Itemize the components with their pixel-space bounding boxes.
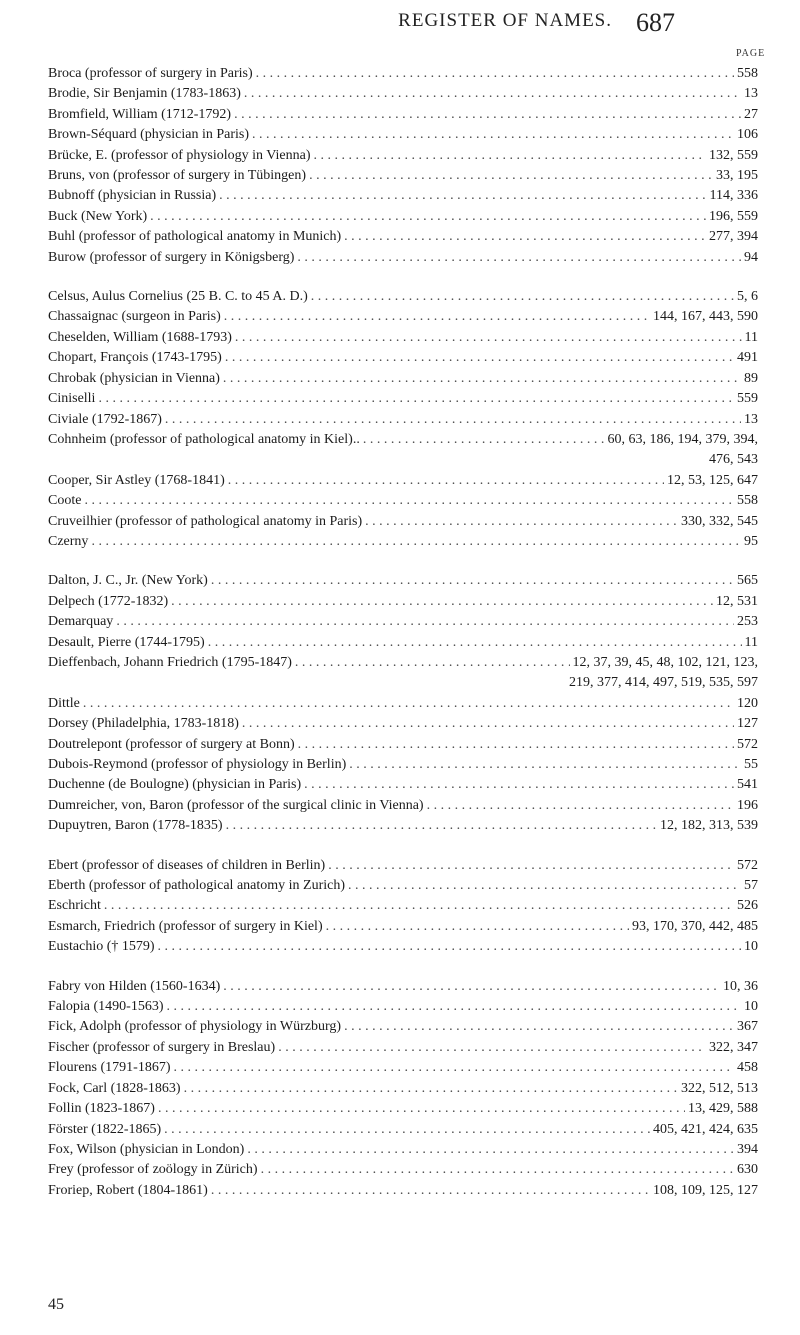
index-entry (48, 1017, 758, 1037)
index-entry (48, 512, 758, 532)
dot-leader (165, 410, 741, 430)
entry-pages: 11 (744, 329, 758, 345)
entry-name: Froriep, Robert (1804-1861) (48, 1182, 208, 1198)
dot-leader (98, 389, 734, 409)
entry-line (48, 166, 758, 186)
entry-name: Buhl (professor of pathological anatomy in Munich) (48, 229, 342, 245)
entry-line (48, 84, 758, 104)
entry-name: Brown-Séquard (physician in Paris) (48, 127, 250, 143)
entry-line (48, 571, 758, 591)
dot-leader (365, 512, 678, 532)
index-entry (48, 1038, 758, 1058)
index-entry (48, 1160, 758, 1180)
running-title: REGISTER OF NAMES. (398, 10, 612, 31)
index-entry (48, 653, 758, 694)
dot-leader (328, 856, 734, 876)
entry-name: Dieffenbach, Johann Friedrich (1795-1847) (48, 654, 292, 670)
dot-leader (158, 1099, 685, 1119)
entry-line (48, 592, 758, 612)
index-entry (48, 84, 758, 104)
entry-pages: 12, 53, 125, 647 (667, 472, 758, 488)
index-entry (48, 532, 758, 552)
entry-line (48, 714, 758, 734)
entry-line (48, 146, 758, 166)
index-entry (48, 1058, 758, 1078)
entry-pages: 93, 170, 370, 442, 485 (632, 918, 758, 934)
dot-leader (234, 105, 741, 125)
entry-line (48, 796, 758, 816)
entry-name: Dumreicher, von, Baron (professor of the surgical clinic in Vienna) (48, 797, 424, 813)
dot-leader (184, 1079, 678, 1099)
index-entry (48, 207, 758, 227)
entry-line (48, 532, 758, 552)
entry-pages: 196 (737, 797, 758, 813)
index-entry (48, 917, 758, 937)
entry-pages: 322, 347 (709, 1039, 758, 1055)
entry-line (48, 1017, 758, 1037)
entry-pages: 196, 559 (709, 208, 758, 224)
dot-leader (150, 207, 706, 227)
entry-name: Eschricht (48, 898, 101, 914)
entry-pages: 108, 109, 125, 127 (653, 1182, 758, 1198)
index-entry (48, 1120, 758, 1140)
index-section (48, 287, 758, 552)
entry-line (48, 1181, 758, 1201)
entry-pages: 11 (744, 634, 758, 650)
dot-leader (104, 896, 734, 916)
entry-pages: 10 (744, 939, 758, 955)
index-entry (48, 592, 758, 612)
entry-name: Delpech (1772-1832) (48, 593, 169, 609)
entry-name: Dubois-Reymond (professor of physiology in Berlin) (48, 757, 347, 772)
entry-name: Buck (New York) (48, 208, 148, 224)
entry-pages: 12, 37, 39, 45, 48, 102, 121, 123, (572, 654, 758, 670)
entry-line (48, 491, 758, 511)
entry-line (48, 430, 758, 450)
entry-name: Fock, Carl (1828-1863) (48, 1080, 181, 1096)
index-entry (48, 125, 758, 145)
entry-pages: 541 (737, 777, 758, 793)
entry-name: Frey (professor of zoölogy in Zürich) (48, 1162, 258, 1178)
entry-name: Dalton, J. C., Jr. (New York) (48, 573, 208, 589)
dot-leader (247, 1140, 734, 1160)
dot-leader (224, 307, 650, 327)
entry-name: Ciniselli (48, 391, 96, 407)
entry-line (48, 1079, 758, 1099)
name-index (48, 64, 758, 1220)
entry-name: Burow (professor of surgery in Königsberg) (48, 249, 295, 265)
entry-line (48, 997, 758, 1017)
index-entry (48, 105, 758, 125)
index-entry (48, 348, 758, 368)
index-entry (48, 471, 758, 491)
index-entry (48, 735, 758, 755)
entry-line (48, 1120, 758, 1140)
entry-pages: 565 (737, 573, 758, 589)
entry-name: Esmarch, Friedrich (professor of surgery in Kiel) (48, 918, 323, 934)
index-section (48, 856, 758, 958)
entry-name: Falopia (1490-1563) (48, 999, 164, 1015)
index-entry (48, 937, 758, 957)
dot-leader (166, 997, 741, 1017)
entry-line (48, 64, 758, 84)
index-entry (48, 389, 758, 409)
index-entry (48, 612, 758, 632)
entry-name: Förster (1822-1865) (48, 1121, 162, 1137)
entry-line (48, 389, 758, 409)
entry-line (48, 207, 758, 227)
entry-line (48, 775, 758, 795)
dot-leader (84, 491, 734, 511)
dot-leader (158, 937, 741, 957)
entry-pages: 330, 332, 545 (681, 513, 758, 529)
entry-name: Fabry von Hilden (1560-1634) (48, 978, 221, 994)
entry-name: Ebert (professor of diseases of children in Berlin) (48, 857, 326, 873)
entry-line (48, 471, 758, 491)
entry-line (48, 248, 758, 268)
dot-leader (208, 633, 742, 653)
entry-name: Chassaignac (surgeon in Paris) (48, 309, 221, 325)
entry-name: Eustachio († 1579) (48, 939, 155, 955)
entry-line (48, 512, 758, 532)
entry-line (48, 694, 758, 714)
page-column-label: PAGE (736, 48, 766, 59)
entry-pages: 10, 36 (723, 978, 758, 994)
dot-leader (349, 755, 741, 775)
entry-pages: 12, 531 (716, 593, 758, 609)
entry-line (48, 186, 758, 206)
entry-name: Demarquay (48, 614, 114, 630)
dot-leader (226, 816, 657, 836)
dot-leader (363, 430, 605, 450)
entry-name: Cheselden, William (1688-1793) (48, 329, 232, 345)
entry-pages: 27 (744, 106, 758, 122)
entry-line (48, 410, 758, 430)
index-section (48, 977, 758, 1201)
index-entry (48, 369, 758, 389)
dot-leader (314, 146, 706, 166)
entry-pages-continuation: 476, 543 (709, 452, 758, 468)
entry-name: Fick, Adolph (professor of physiology in Würzburg) (48, 1019, 342, 1035)
index-entry (48, 186, 758, 206)
entry-pages: 114, 336 (709, 188, 758, 204)
entry-line (48, 896, 758, 916)
index-entry (48, 1181, 758, 1201)
index-entry (48, 1099, 758, 1119)
index-entry (48, 856, 758, 876)
entry-name: Duchenne (de Boulogne) (physician in Paris) (48, 777, 302, 793)
dot-leader (235, 328, 742, 348)
entry-name: Bromfield, William (1712-1792) (48, 106, 232, 122)
dot-leader (244, 84, 741, 104)
index-entry (48, 227, 758, 247)
index-entry (48, 755, 758, 775)
entry-name: Coote (48, 493, 82, 509)
entry-pages: 322, 512, 513 (681, 1080, 758, 1096)
entry-line (48, 876, 758, 896)
index-section (48, 64, 758, 268)
dot-leader (174, 1058, 735, 1078)
entry-pages: 572 (737, 857, 758, 873)
dot-leader (223, 977, 720, 997)
dot-leader (298, 735, 734, 755)
index-entry (48, 287, 758, 307)
entry-pages: 526 (737, 898, 758, 914)
entry-pages: 13 (744, 411, 758, 427)
index-entry (48, 410, 758, 430)
index-entry (48, 694, 758, 714)
entry-name: Cruveilhier (professor of pathological anatomy in Paris) (48, 513, 363, 529)
entry-name: Cooper, Sir Astley (1768-1841) (48, 472, 225, 488)
index-entry (48, 633, 758, 653)
entry-name: Bubnoff (physician in Russia) (48, 188, 217, 204)
index-entry (48, 816, 758, 836)
entry-line (48, 816, 758, 836)
entry-line (48, 937, 758, 957)
entry-name: Chopart, François (1743-1795) (48, 350, 222, 366)
entry-line (48, 755, 758, 775)
index-entry (48, 146, 758, 166)
entry-name: Fox, Wilson (physician in London) (48, 1141, 245, 1157)
entry-line (48, 125, 758, 145)
dot-leader (295, 653, 570, 673)
entry-pages: 405, 421, 424, 635 (653, 1121, 758, 1137)
dot-leader (242, 714, 734, 734)
entry-pages: 13 (744, 86, 758, 102)
entry-pages: 94 (744, 249, 758, 265)
index-entry (48, 328, 758, 348)
entry-line (48, 105, 758, 125)
entry-name: Brodie, Sir Benjamin (1783-1863) (48, 86, 241, 102)
entry-name: Dorsey (Philadelphia, 1783-1818) (48, 716, 239, 732)
entry-pages: 95 (744, 533, 758, 549)
entry-pages: 558 (737, 66, 758, 81)
entry-pages: 57 (744, 878, 758, 894)
dot-leader (116, 612, 734, 632)
entry-name: Eberth (professor of pathological anatomy in Zurich) (48, 878, 346, 894)
entry-line (48, 1038, 758, 1058)
index-entry (48, 997, 758, 1017)
entry-pages: 5, 6 (737, 289, 758, 305)
entry-name: Desault, Pierre (1744-1795) (48, 634, 205, 650)
entry-line (48, 735, 758, 755)
dot-leader (304, 775, 734, 795)
entry-pages: 33, 195 (716, 168, 758, 184)
dot-leader (211, 571, 734, 591)
dot-leader (256, 64, 734, 84)
dot-leader (427, 796, 734, 816)
entry-name: Flourens (1791-1867) (48, 1060, 171, 1076)
entry-name: Dittle (48, 695, 80, 711)
dot-leader (164, 1120, 650, 1140)
entry-name: Bruns, von (professor of surgery in Tübingen) (48, 168, 307, 184)
entry-pages: 559 (737, 391, 758, 407)
index-entry (48, 1140, 758, 1160)
page-number: 687 (636, 8, 675, 37)
index-entry (48, 796, 758, 816)
entry-name: Chrobak (physician in Vienna) (48, 370, 220, 386)
entry-pages: 106 (737, 127, 758, 143)
index-section (48, 571, 758, 836)
dot-leader (278, 1038, 706, 1058)
index-entry (48, 248, 758, 268)
entry-name: Celsus, Aulus Cornelius (25 B. C. to 45 A. D.) (48, 289, 308, 305)
entry-line (48, 653, 758, 673)
entry-line (48, 307, 758, 327)
index-entry (48, 571, 758, 591)
entry-line (48, 227, 758, 247)
entry-name: Broca (professor of surgery in Paris) (48, 66, 253, 81)
entry-pages: 572 (737, 736, 758, 752)
entry-line (48, 612, 758, 632)
entry-name: Dupuytren, Baron (1778-1835) (48, 818, 223, 834)
entry-line (48, 1099, 758, 1119)
entry-pages: 458 (737, 1060, 758, 1076)
entry-line (48, 917, 758, 937)
entry-pages: 55 (744, 757, 758, 772)
index-entry (48, 775, 758, 795)
entry-line (48, 348, 758, 368)
entry-pages: 120 (737, 695, 758, 711)
entry-line (48, 1140, 758, 1160)
entry-line (48, 328, 758, 348)
dot-leader (219, 186, 706, 206)
entry-name: Civiale (1792-1867) (48, 411, 162, 427)
dot-leader (348, 876, 741, 896)
dot-leader (297, 248, 741, 268)
entry-pages: 127 (737, 716, 758, 732)
entry-pages: 491 (737, 350, 758, 366)
entry-line (48, 977, 758, 997)
entry-line (48, 369, 758, 389)
index-entry (48, 491, 758, 511)
entry-name: Follin (1823-1867) (48, 1101, 155, 1117)
index-entry (48, 714, 758, 734)
entry-pages: 630 (737, 1162, 758, 1178)
entry-pages: 367 (737, 1019, 758, 1035)
entry-line (48, 856, 758, 876)
dot-leader (83, 694, 734, 714)
index-entry (48, 430, 758, 471)
dot-leader (344, 227, 706, 247)
index-entry (48, 307, 758, 327)
entry-pages: 253 (737, 614, 758, 630)
dot-leader (344, 1017, 734, 1037)
entry-pages: 13, 429, 588 (688, 1101, 758, 1117)
dot-leader (309, 166, 713, 186)
entry-name: Brücke, E. (professor of physiology in Vienna) (48, 147, 311, 163)
printer-signature: 45 (48, 1296, 64, 1313)
index-entry (48, 1079, 758, 1099)
dot-leader (211, 1181, 650, 1201)
entry-pages: 144, 167, 443, 590 (653, 309, 758, 325)
entry-pages-continuation: 219, 377, 414, 497, 519, 535, 597 (569, 675, 758, 691)
entry-name: Doutrelepont (professor of surgery at Bonn) (48, 736, 295, 752)
index-entry (48, 977, 758, 997)
entry-pages: 60, 63, 186, 194, 379, 394, (607, 431, 758, 447)
entry-pages: 277, 394 (709, 229, 758, 245)
entry-line (48, 1160, 758, 1180)
index-entry (48, 876, 758, 896)
index-entry (48, 166, 758, 186)
index-entry (48, 64, 758, 84)
dot-leader (311, 287, 734, 307)
entry-pages: 132, 559 (709, 147, 758, 163)
dot-leader (91, 532, 741, 552)
entry-name: Czerny (48, 533, 89, 549)
entry-line (48, 287, 758, 307)
dot-leader (223, 369, 741, 389)
entry-pages: 394 (737, 1141, 758, 1157)
dot-leader (171, 592, 713, 612)
entry-pages: 12, 182, 313, 539 (660, 818, 758, 834)
entry-line (48, 633, 758, 653)
dot-leader (252, 125, 734, 145)
entry-name: Fischer (professor of surgery in Breslau) (48, 1039, 276, 1055)
entry-line (48, 1058, 758, 1078)
index-entry (48, 896, 758, 916)
entry-name: Cohnheim (professor of pathological anatomy in Kiel).. (48, 431, 360, 447)
entry-pages: 10 (744, 999, 758, 1015)
dot-leader (225, 348, 734, 368)
entry-pages: 89 (744, 370, 758, 386)
entry-pages: 558 (737, 493, 758, 509)
dot-leader (326, 917, 629, 937)
dot-leader (261, 1160, 734, 1180)
dot-leader (228, 471, 664, 491)
